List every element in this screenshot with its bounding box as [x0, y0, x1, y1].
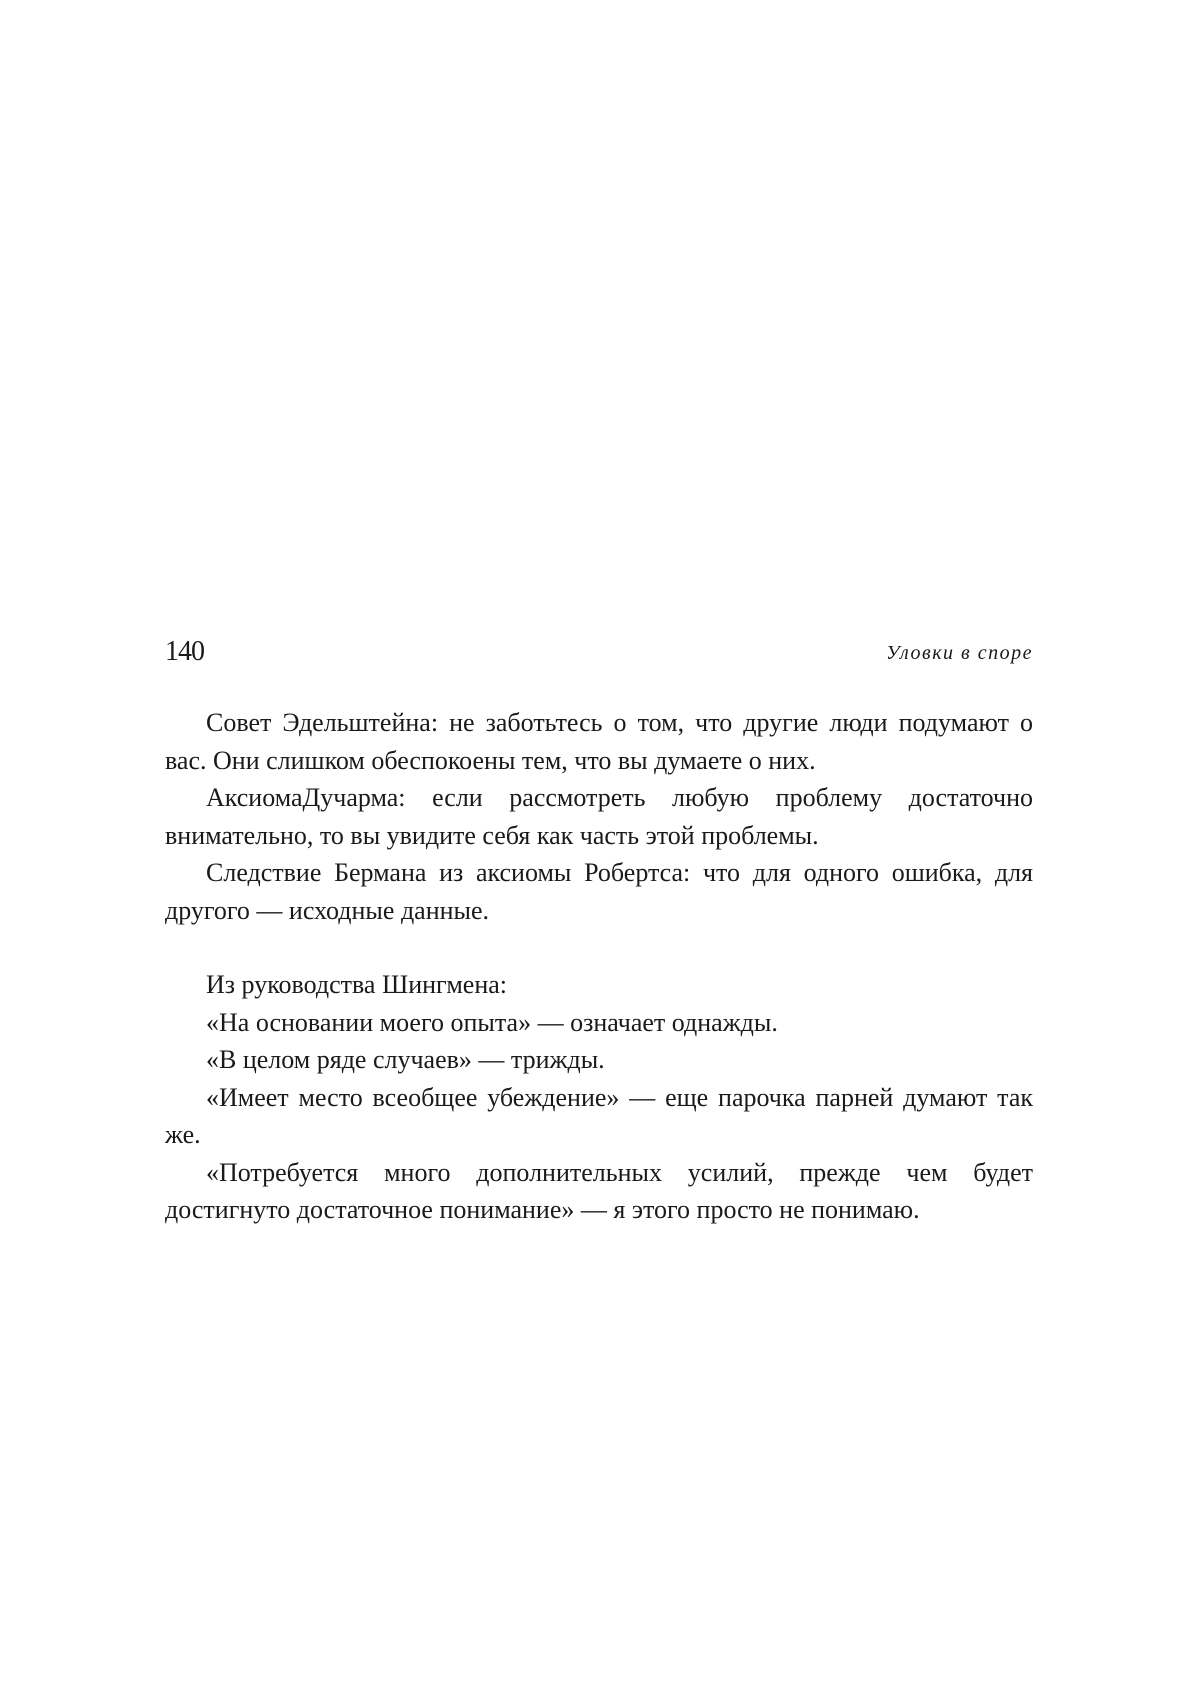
page-number: 140: [165, 636, 204, 667]
paragraph-shingmen-understanding: «Потребуется много дополнительных усилий, прежде чем будет достигнуто достаточное понимание» — я этого просто не понимаю.: [165, 1157, 1033, 1224]
paragraph-ducharme-axiom: АксиомаДучарма: если рассмотреть любую проблему достаточно внимательно, то вы увидите себя как часть этой проблемы.: [165, 783, 1033, 850]
running-head: [165, 634, 1033, 674]
paragraph-edelstein-advice: Совет Эдельштейна: не заботьтесь о том, что другие люди подумают о вас. Они слишком обеспокоены тем, что вы думаете о них.: [165, 708, 1033, 775]
paragraph-shingmen-intro: Из руководства Шингмена:: [206, 970, 508, 999]
paragraph-shingmen-once: «На основании моего опыта» — означает однажды.: [206, 1007, 778, 1037]
section-gap: [165, 929, 1033, 966]
paragraph-shingmen-thrice: «В целом ряде случаев» — трижды.: [206, 1045, 605, 1074]
running-title: Уловки в споре: [886, 642, 1033, 664]
body-text: [165, 704, 1033, 1229]
paragraph-berman-corollary: Следствие Бермана из аксиомы Робертса: что для одного ошибка, для другого — исходные данные.: [165, 858, 1033, 925]
paragraph-shingmen-belief: «Имеет место всеобщее убеждение» — еще парочка парней думают так же.: [165, 1082, 1033, 1149]
